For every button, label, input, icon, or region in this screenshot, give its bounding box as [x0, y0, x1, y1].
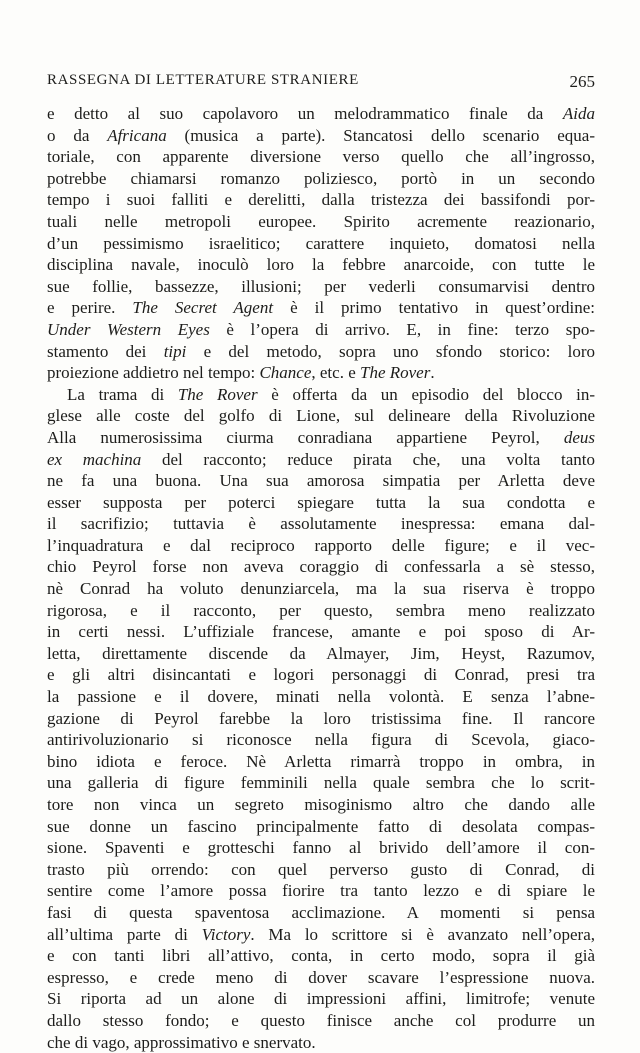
text-line: [47, 837, 595, 859]
text-run: ne fa una buona. Una sua amorosa simpatia per Arletta deve: [47, 471, 595, 491]
italic-title: The Rover: [177, 384, 258, 404]
text-run: del racconto; reduce pirata che, una volta tanto: [141, 449, 595, 469]
text-line: [47, 276, 595, 298]
text-line: [47, 967, 595, 989]
text-line: [47, 643, 595, 665]
text-run: Si riporta ad un alone di impressioni affini, limitrofe; venute: [47, 989, 595, 1009]
text-run: Alla numerosissima ciurma conradiana appartiene Peyrol,: [47, 427, 564, 447]
text-line: [47, 556, 595, 578]
text-run: d’un pessimismo israelitico; carattere inquieto, domatosi nella: [47, 233, 595, 253]
italic-title: Aida: [562, 104, 595, 123]
text-run: , etc. e: [311, 363, 360, 383]
text-line: [47, 233, 595, 255]
text-line: [47, 902, 595, 924]
text-run: e gli altri disincantati e logori personaggi di Conrad, presi tra: [47, 665, 595, 685]
text-line: [47, 1032, 595, 1053]
text-run: rigorosa, e il racconto, per questo, sembra meno realizzato: [47, 600, 595, 620]
italic-title: Victory: [201, 924, 251, 944]
text-run: bino idiota e feroce. Nè Arletta rimarrà troppo in ombra, in: [47, 751, 595, 771]
italic-title: Africana: [107, 125, 167, 145]
text-line: [47, 125, 595, 147]
text-run: la passione e il dovere, minati nella volontà. E senza l’abne-: [47, 687, 595, 707]
text-line: [47, 449, 595, 471]
text-line: [47, 859, 595, 881]
text-run: dallo stesso fondo; e questo finisce anche col produrre un: [47, 1010, 595, 1030]
text-run: una galleria di figure femminili nella quale sembra che lo scrit-: [47, 773, 595, 793]
text-line: [47, 319, 595, 341]
text-line: [47, 146, 595, 168]
text-run: l’inquadratura e dal reciproco rapporto delle figure; e il vec-: [47, 535, 595, 555]
text-line: [47, 729, 595, 751]
text-run: e del metodo, sopra uno sfondo storico: loro: [186, 341, 596, 361]
text-line: [47, 341, 595, 363]
italic-title: deus: [563, 427, 595, 447]
text-line: [47, 600, 595, 622]
text-run: tore non vinca un segreto misoginismo altro che dando alle: [47, 795, 595, 814]
text-line: [47, 924, 595, 946]
text-line: [47, 988, 595, 1010]
text-line: [47, 470, 595, 492]
italic-title: tipi: [163, 341, 187, 361]
text-run: e con tanti libri all’attivo, conta, in certo modo, sopra il già: [47, 946, 595, 966]
text-line: [47, 708, 595, 730]
text-run: potrebbe chiamarsi romanzo poliziesco, portò in un secondo: [47, 168, 595, 188]
text-run: . Ma lo scrittore si è avanzato nell’opera,: [250, 924, 595, 944]
text-run: La trama di: [67, 384, 178, 404]
body-text: [47, 103, 595, 1053]
text-run: (musica a parte). Stancatosi dello scenario equa-: [166, 125, 595, 145]
page-number: 265: [569, 72, 595, 91]
text-line: [47, 1010, 595, 1032]
text-line: [47, 384, 595, 406]
text-run: disciplina navale, inoculò loro la febbre anarcoide, con tutte le: [47, 255, 595, 275]
text-run: in certi nessi. L’uffiziale francese, amante e poi sposo di Ar-: [47, 622, 595, 642]
text-line: [47, 535, 595, 557]
text-run: e detto al suo capolavoro un melodrammatico finale da: [47, 104, 563, 123]
text-run: toriale, con apparente diversione verso quello che all’ingrosso,: [47, 147, 595, 167]
italic-title: ex machina: [47, 449, 142, 469]
text-run: che di vago, approssimativo e snervato.: [47, 1032, 316, 1052]
paragraph: [47, 384, 595, 1053]
text-line: [47, 945, 595, 967]
italic-title: The Rover: [359, 363, 431, 383]
text-run: glese alle coste del golfo di Lione, sul delineare della Rivoluzione: [47, 406, 595, 426]
text-run: sentire come l’amore possa fiorire tra tanto lezzo e di spiare le: [47, 881, 595, 901]
text-line: [47, 664, 595, 686]
text-run: stamento dei: [47, 341, 164, 361]
text-line: [47, 686, 595, 708]
text-run: gazione di Peyrol farebbe la loro tristissima fine. Il rancore: [47, 708, 595, 728]
text-line: [47, 751, 595, 773]
text-run: sione. Spaventi e grotteschi fanno al brivido dell’amore il con-: [47, 838, 595, 858]
text-run: o da: [47, 125, 108, 145]
running-title: RASSEGNA DI LETTERATURE STRANIERE: [47, 72, 359, 88]
text-line: [47, 297, 595, 319]
text-line: [47, 513, 595, 535]
text-run: e perire.: [47, 298, 133, 318]
text-line: [47, 578, 595, 600]
text-run: tempo i suoi falliti e derelitti, dalla tristezza dei bassifondi por-: [47, 190, 595, 210]
text-run: tuali nelle metropoli europee. Spirito acremente reazionario,: [47, 211, 595, 231]
text-line: [47, 772, 595, 794]
text-line: [47, 189, 595, 211]
text-line: [47, 168, 595, 190]
italic-title: Chance: [259, 363, 312, 383]
text-run: trasto più orrendo: con quel perverso gusto di Conrad, di: [47, 859, 595, 879]
text-run: proiezione addietro nel tempo:: [47, 363, 260, 383]
paragraph: [47, 103, 595, 384]
text-run: chio Peyrol forse non aveva coraggio di confessarla a sè stesso,: [47, 557, 595, 577]
italic-title: Under Western Eyes: [47, 319, 210, 339]
text-run: nè Conrad ha voluto denunziarcela, ma la sua riserva è troppo: [47, 579, 595, 599]
text-run: sue donne un fascino principalmente fatto di desolata compas-: [47, 816, 595, 836]
text-line: [47, 621, 595, 643]
text-run: antirivoluzionario si riconosce nella figura di Scevola, giaco-: [47, 730, 595, 750]
text-run: sue follie, bassezze, illusioni; per vederli consumarvisi dentro: [47, 276, 595, 296]
text-run: è il primo tentativo in quest’ordine:: [273, 298, 595, 318]
text-line: [47, 794, 595, 816]
text-run: il sacrifizio; tuttavia è assolutamente inespressa: emana dal-: [47, 514, 595, 534]
running-header: [47, 72, 595, 94]
text-line: [47, 103, 595, 125]
italic-title: The Secret Agent: [132, 298, 274, 318]
text-line: [47, 816, 595, 838]
text-run: letta, direttamente discende da Almayer, Jim, Heyst, Razumov,: [47, 643, 595, 663]
text-line: [47, 492, 595, 514]
text-run: espresso, e crede meno di dover scavare l’espressione nuova.: [47, 967, 595, 987]
text-run: è offerta da un episodio del blocco in-: [257, 384, 595, 404]
text-line: [47, 880, 595, 902]
text-line: [47, 254, 595, 276]
text-run: esser supposta per poterci spiegare tutta la sua condotta e: [47, 492, 595, 512]
text-run: fasi di questa spaventosa acclimazione. A momenti si pensa: [47, 902, 595, 922]
text-line: [47, 362, 595, 384]
text-run: è l’opera di arrivo. E, in fine: terzo spo-: [209, 319, 595, 339]
text-line: [47, 211, 595, 233]
text-line: [47, 427, 595, 449]
text-run: .: [430, 363, 435, 383]
text-line: [47, 405, 595, 427]
text-run: all’ultima parte di: [47, 924, 202, 944]
